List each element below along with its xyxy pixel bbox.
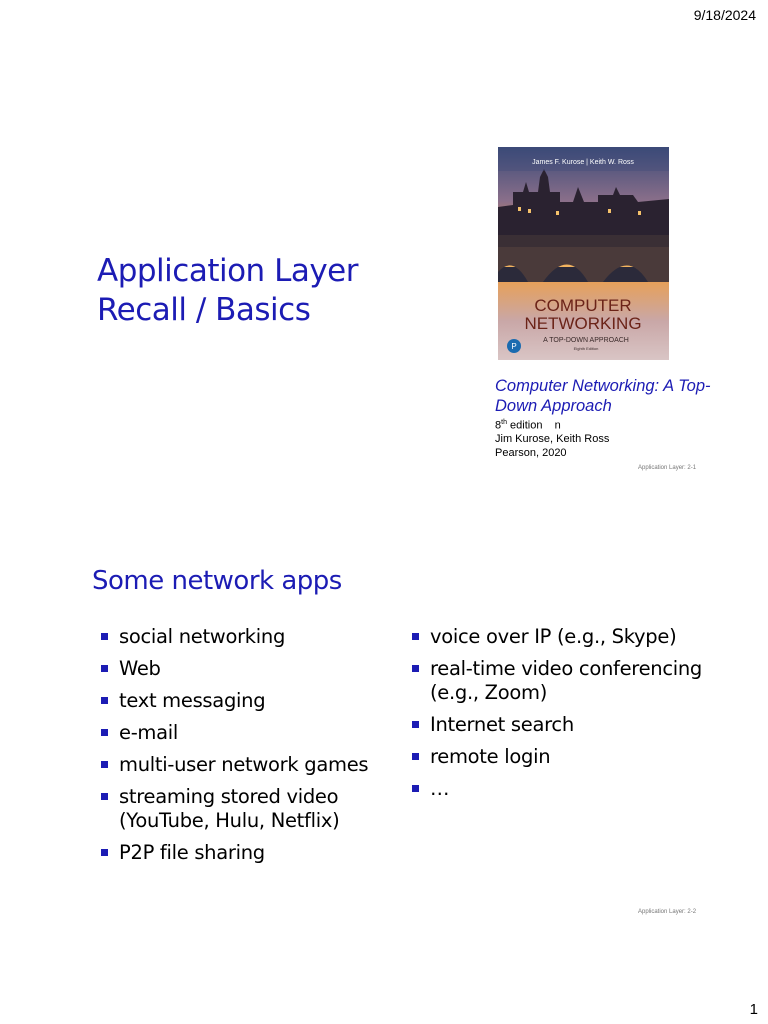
list-item: P2P file sharing — [101, 841, 391, 865]
book-edition-number: 8 — [495, 419, 502, 432]
list-item: real-time video conferencing (e.g., Zoom) — [412, 657, 712, 705]
square-bullet-icon — [412, 721, 419, 728]
book-edition-suffix: th — [501, 419, 507, 426]
square-bullet-icon — [412, 665, 419, 672]
cover-title-line-2: NETWORKING — [524, 314, 642, 333]
square-bullet-icon — [101, 697, 108, 704]
list-item: Internet search — [412, 713, 712, 737]
page-number: 1 — [749, 1001, 758, 1018]
publisher-logo-letter: P — [511, 342, 517, 351]
slide2-footer: Application Layer: 2-2 — [638, 909, 697, 915]
square-bullet-icon — [101, 729, 108, 736]
print-date: 9/18/2024 — [693, 7, 756, 23]
square-bullet-icon — [101, 633, 108, 640]
cover-edition: Eighth Edition — [573, 346, 599, 351]
list-item: streaming stored video (YouTube, Hulu, Netflix) — [101, 785, 391, 833]
list-item: remote login — [412, 745, 712, 769]
list-item: e-mail — [101, 721, 391, 745]
left-bullet-list — [101, 625, 391, 873]
slide1-footer: Application Layer: 2-1 — [638, 465, 697, 471]
book-edition-rest: edition n — [506, 419, 561, 432]
book-authors: Jim Kurose, Keith Ross — [495, 433, 610, 446]
cover-subtitle: A TOP-DOWN APPROACH — [543, 337, 629, 344]
slide2-title: Some network apps — [92, 566, 342, 596]
book-publisher: Pearson, 2020 — [495, 446, 567, 459]
square-bullet-icon — [101, 793, 108, 800]
slide1-title-line-2: Recall / Basics — [97, 292, 311, 328]
list-item: voice over IP (e.g., Skype) — [412, 625, 712, 649]
book-edition — [495, 416, 725, 433]
square-bullet-icon — [101, 761, 108, 768]
cover-authors: James F. Kurose | Keith W. Ross — [532, 159, 634, 166]
slide1-title-line-1: Application Layer — [97, 253, 358, 289]
square-bullet-icon — [412, 633, 419, 640]
cover-title-line-1: COMPUTER — [534, 296, 632, 315]
list-item: social networking — [101, 625, 391, 649]
square-bullet-icon — [101, 849, 108, 856]
list-item: multi-user network games — [101, 753, 391, 777]
book-info — [495, 376, 725, 460]
square-bullet-icon — [412, 785, 419, 792]
slide1-title — [97, 252, 358, 330]
list-item: … — [412, 777, 712, 801]
list-item: Web — [101, 657, 391, 681]
list-item: text messaging — [101, 689, 391, 713]
square-bullet-icon — [412, 753, 419, 760]
square-bullet-icon — [101, 665, 108, 672]
right-bullet-list — [412, 625, 712, 809]
book-cover-image — [498, 147, 669, 360]
book-title: Computer Networking: A Top-Down Approach — [495, 377, 711, 415]
